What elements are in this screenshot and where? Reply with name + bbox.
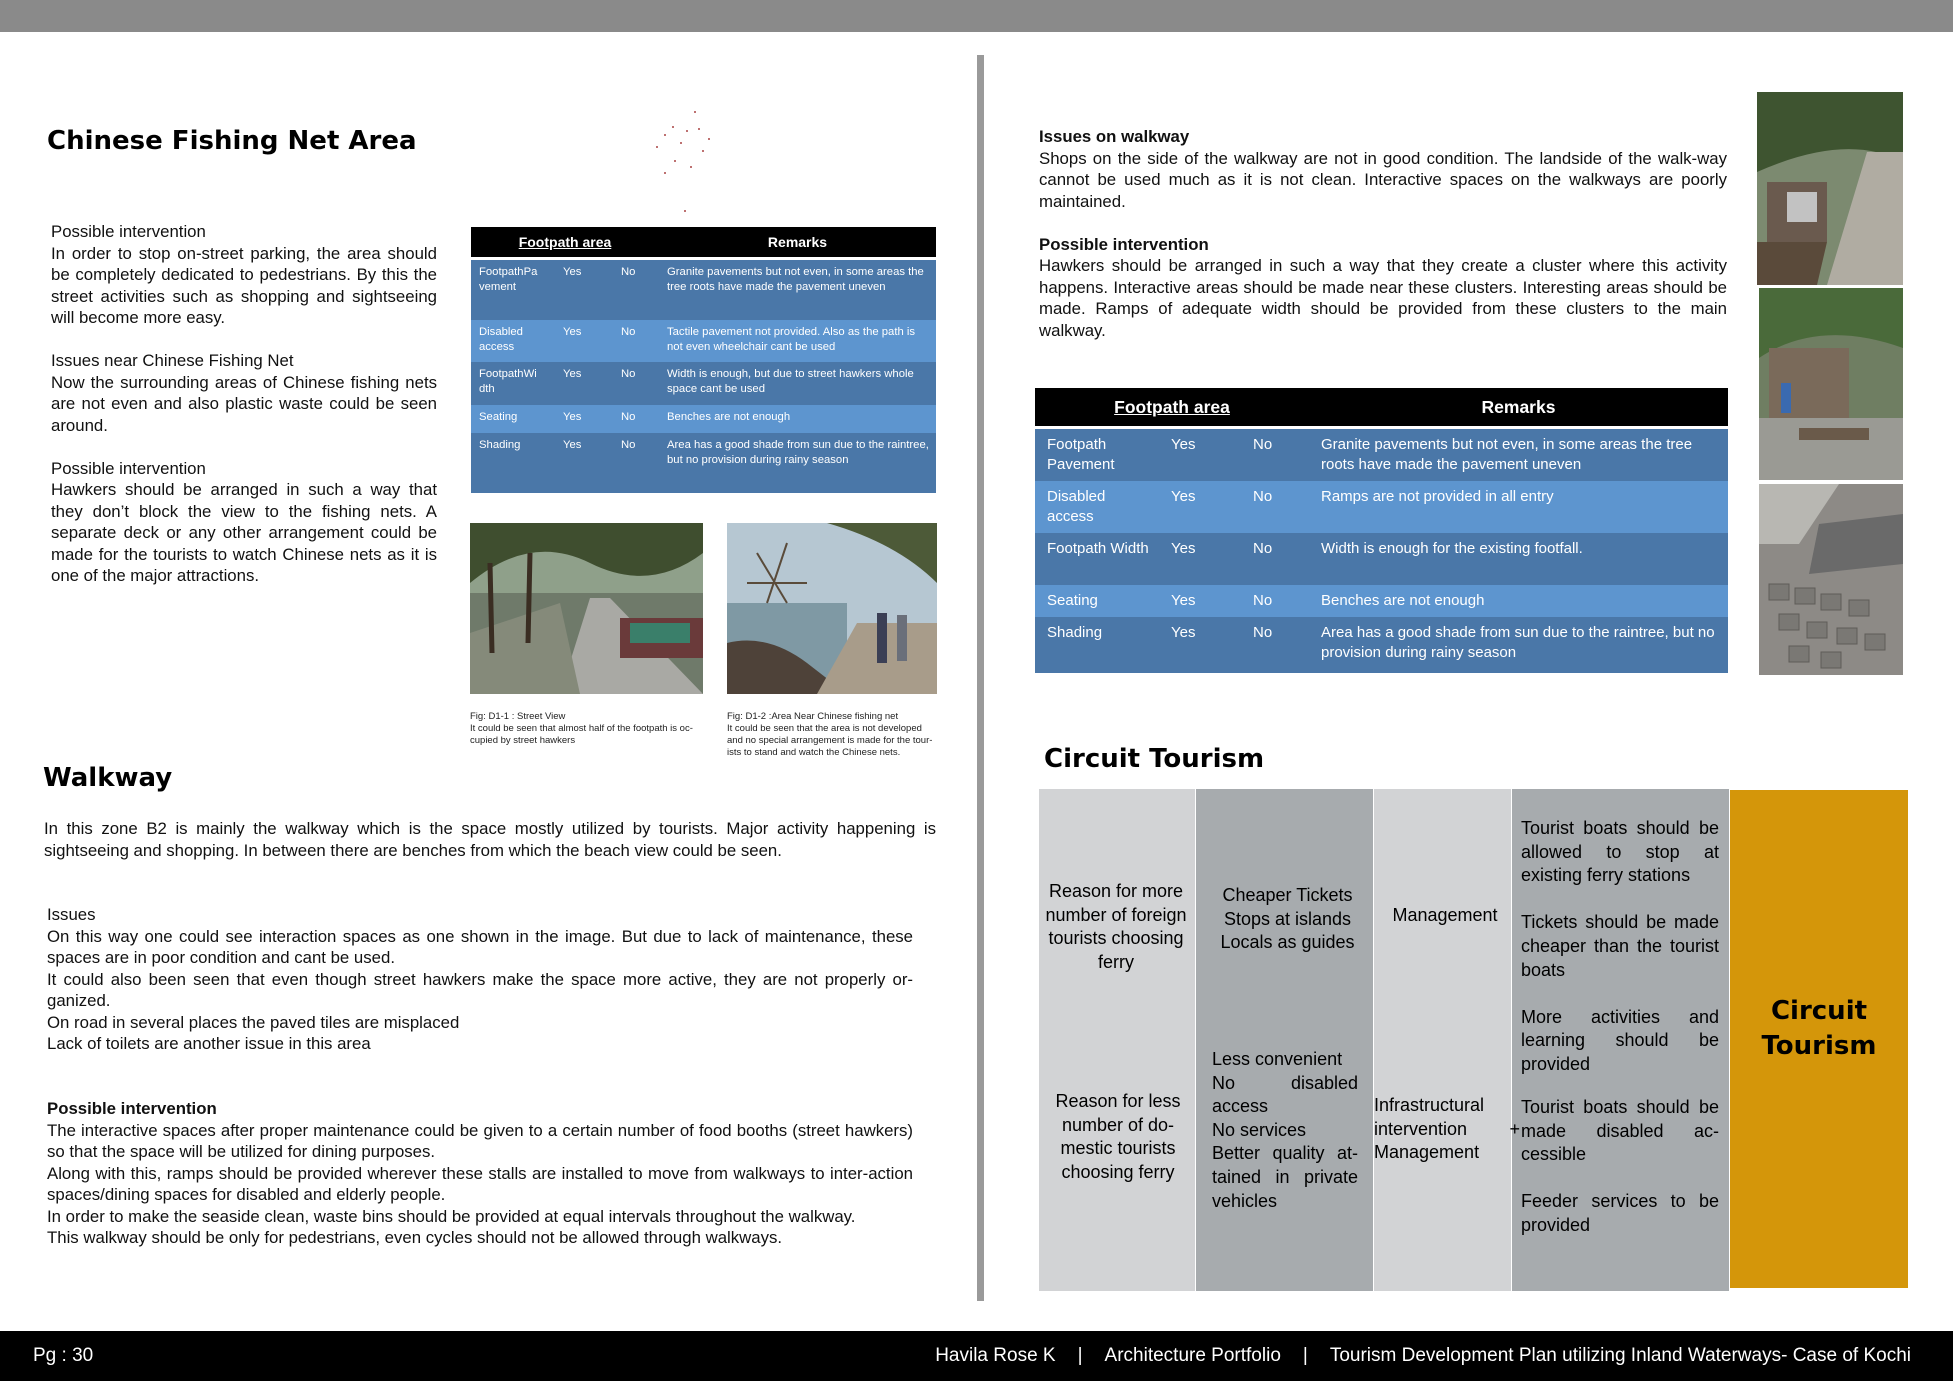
factor-item: Better quality at-tained in private vehicles — [1212, 1143, 1358, 1211]
factor-item: Stops at islands — [1223, 908, 1352, 929]
intervention-item: Along with this, ramps should be provided wherever these stalls are installed to move from walkways to inter-action spaces/dining spaces for disabled and elderly people. — [47, 1163, 913, 1204]
cell-area: FootpathPa vement — [471, 260, 555, 320]
action-item: Tourist boats should be allowed to stop at existing ferry stations — [1521, 818, 1719, 886]
cell-remark: Benches are not enough — [659, 405, 936, 433]
domestic-factors — [1212, 1048, 1358, 1213]
cell-yes: Yes — [1159, 617, 1241, 673]
strategy-column — [1374, 789, 1511, 1291]
foreign-factors — [1205, 884, 1370, 955]
strategy-line: Infrastructural — [1374, 1095, 1485, 1115]
factor-item: Cheaper Tickets — [1222, 885, 1353, 905]
cell-remark: Tactile pavement not provided. Also as the path is not even wheelchair cant be used — [659, 320, 936, 362]
cell-remark: Benches are not enough — [1309, 585, 1728, 617]
result-circuit-tourism: Circuit Tourism — [1761, 996, 1877, 1061]
section-title-circuit: Circuit Tourism — [1044, 744, 1265, 774]
intervention-text-2: Hawkers should be arranged in such a way that they don’t block the view to the fishing nets. A separate deck or any other arrangement could be made for the tourists to watch Chinese nets as it is one of the major attractions. — [51, 480, 437, 585]
footer-bar — [0, 1331, 1953, 1381]
table-row — [1035, 617, 1728, 673]
cell-remark: Granite pavements but not even, in some areas the tree roots have made the pavement uneven — [659, 260, 936, 320]
intervention-heading-2: Possible intervention — [51, 458, 206, 478]
cell-area: Disabled access — [1035, 481, 1159, 533]
intervention-heading: Possible intervention — [51, 222, 206, 241]
col-remarks: Remarks — [659, 227, 936, 257]
issue-item: Lack of toilets are another issue in this area — [47, 1034, 371, 1053]
intervention-heading: Possible intervention — [1039, 234, 1209, 254]
cell-yes: Yes — [1159, 533, 1241, 585]
decorative-dots — [650, 108, 710, 218]
cell-yes: Yes — [555, 260, 613, 320]
cell-yes: Yes — [1159, 429, 1241, 481]
portfolio-label: Architecture Portfolio — [1104, 1345, 1281, 1366]
cell-yes: Yes — [555, 433, 613, 493]
action-item: Tourist boats should be made disabled ac-cessible — [1521, 1097, 1719, 1165]
cell-remark: Area has a good shade from sun due to the raintree, but no provision during rainy season — [1309, 617, 1728, 673]
col-footpath-area: Footpath area — [471, 227, 659, 257]
issue-item: On this way one could see interaction spaces as one shown in the image. But due to lack of maintenance, these spaces are in poor condition and cant be used. — [47, 926, 913, 967]
footer-separator: | — [1302, 1345, 1308, 1366]
cell-remark: Width is enough for the existing footfall. — [1309, 533, 1728, 585]
actions-top — [1521, 817, 1719, 1077]
photo-street-view — [470, 523, 703, 694]
cell-no: No — [1241, 617, 1309, 673]
strategy-line: Management — [1374, 1142, 1480, 1163]
strategy-line: intervention + — [1374, 1118, 1520, 1139]
intervention-text: In order to stop on-street parking, the area should be completely dedicated to pedestrians. By this the street activities such as shopping and sightseeing will become more easy. — [51, 243, 437, 327]
photo-walkway-2 — [1759, 288, 1903, 480]
col-footpath-area: Footpath area — [1035, 388, 1309, 426]
figure-caption-2 — [727, 711, 939, 759]
walkway-intro: In this zone B2 is mainly the walkway which is the space mostly utilized by tourists. Major activity happening is sightseeing and shopping. In between there are benches from which the beach view could be seen. — [44, 819, 936, 860]
strategy-infrastructure — [1374, 1094, 1520, 1165]
cell-area: Shading — [471, 433, 555, 493]
walkway-intervention — [47, 1098, 913, 1249]
table-row — [471, 320, 936, 362]
cell-area: FootpathWi dth — [471, 362, 555, 405]
cell-area: Shading — [1035, 617, 1159, 673]
strategy-management: Management — [1392, 905, 1498, 925]
col-remarks: Remarks — [1309, 388, 1728, 426]
cell-no: No — [1241, 533, 1309, 585]
figure-caption-1 — [470, 711, 706, 747]
cell-remark: Area has a good shade from sun due to the raintree, but no provision during rainy season — [659, 433, 936, 493]
reason-domestic: Reason for less number of do-mestic tourists choosing ferry — [1055, 1091, 1181, 1182]
factor-item: Locals as guides — [1220, 932, 1355, 953]
cell-area: Seating — [471, 405, 555, 433]
factor-item: Less convenient — [1212, 1049, 1343, 1069]
cell-no: No — [1241, 585, 1309, 617]
cell-no: No — [613, 362, 659, 405]
cell-area: Disabled access — [471, 320, 555, 362]
cell-no: No — [613, 405, 659, 433]
cell-no: No — [1241, 429, 1309, 481]
reasons-column — [1039, 789, 1195, 1291]
cell-remark: Ramps are not provided in all entry — [1309, 481, 1728, 533]
table-row — [1035, 429, 1728, 481]
cell-yes: Yes — [555, 405, 613, 433]
issues-heading: Issues near Chinese Fishing Net — [51, 351, 294, 370]
table-row — [1035, 481, 1728, 533]
footer-credit — [935, 1345, 1911, 1367]
cell-no: No — [613, 260, 659, 320]
footer-separator: | — [1077, 1345, 1083, 1366]
figure-text: It could be seen that almost half of the footpath is oc-cupied by street hawkers — [470, 723, 693, 746]
action-item: Feeder services to be provided — [1521, 1191, 1719, 1235]
cell-no: No — [613, 433, 659, 493]
cell-area: Footpath Width — [1035, 533, 1159, 585]
figure-label: Fig: D1-2 :Area Near Chinese fishing net — [727, 711, 899, 722]
walkway-issues-right — [1039, 126, 1727, 341]
section-title-fishing-net: Chinese Fishing Net Area — [47, 126, 417, 156]
cell-remark: Width is enough, but due to street hawkers whole space cant be used — [659, 362, 936, 405]
page-number: Pg : 30 — [33, 1345, 94, 1366]
cell-area: Footpath Pavement — [1035, 429, 1159, 481]
figure-label: Fig: D1-1 : Street View — [470, 711, 566, 722]
actions-bottom — [1521, 1096, 1719, 1238]
table-row — [1035, 585, 1728, 617]
intervention-item: In order to make the seaside clean, waste bins should be provided at equal intervals throughout the walkway. — [47, 1206, 856, 1226]
cell-yes: Yes — [1159, 481, 1241, 533]
photo-fishing-net-area — [727, 523, 937, 694]
photo-walkway-3 — [1759, 484, 1903, 675]
section-title-walkway: Walkway — [43, 763, 173, 793]
table-row — [471, 362, 936, 405]
figure-text: It could be seen that the area is not developed and no special arrangement is made for the tour-ists to stand and watch the Chinese nets. — [727, 723, 933, 758]
photo-walkway-1 — [1757, 92, 1903, 285]
issues-text: Shops on the side of the walkway are not in good condition. The landside of the walk-way cannot be used much as it is not clean. Interactive spaces on the walkways are poorly maintained. — [1039, 148, 1727, 211]
factors-column — [1196, 789, 1373, 1291]
intervention-heading: Possible intervention — [47, 1099, 217, 1118]
table-row — [471, 405, 936, 433]
action-item: More activities and learning should be provided — [1521, 1006, 1719, 1074]
fishing-net-text-block — [51, 221, 437, 587]
action-item: Tickets should be made cheaper than the tourist boats — [1521, 912, 1719, 980]
table-row — [471, 260, 936, 320]
footpath-table-right — [1035, 388, 1728, 673]
factor-item: No services — [1212, 1119, 1307, 1140]
issues-heading: Issues on walkway — [1039, 127, 1190, 146]
issues-text: Now the surrounding areas of Chinese fishing nets are not even and also plastic waste could be seen around. — [51, 372, 437, 435]
footpath-table-left — [471, 227, 936, 493]
walkway-issues — [47, 904, 913, 1055]
table-row — [1035, 533, 1728, 585]
issues-heading: Issues — [47, 905, 96, 924]
top-bar — [0, 0, 1953, 32]
issue-item: It could also been seen that even though street hawkers make the space more active, they are not properly or-ganized. — [47, 969, 913, 1010]
intervention-item: The interactive spaces after proper maintenance could be given to a certain number of food booths (street hawkers) so that the space will be utilized for dining purposes. — [47, 1120, 913, 1161]
intervention-item: This walkway should be only for pedestrians, even cycles should not be allowed through walkways. — [47, 1228, 783, 1247]
table-row — [471, 433, 936, 493]
cell-yes: Yes — [555, 362, 613, 405]
cell-area: Seating — [1035, 585, 1159, 617]
cell-no: No — [1241, 481, 1309, 533]
reason-foreign: Reason for more number of foreign tourists choosing ferry — [1045, 881, 1187, 972]
cell-remark: Granite pavements but not even, in some areas the tree roots have made the pavement uneven — [1309, 429, 1728, 481]
author-name: Havila Rose K — [935, 1345, 1056, 1366]
page-divider — [977, 55, 984, 1301]
factor-item: No disabled access — [1212, 1072, 1358, 1117]
issue-item: On road in several places the paved tiles are misplaced — [47, 1012, 460, 1032]
project-title: Tourism Development Plan utilizing Inland Waterways- Case of Kochi — [1329, 1345, 1911, 1366]
cell-yes: Yes — [555, 320, 613, 362]
cell-yes: Yes — [1159, 585, 1241, 617]
intervention-text: Hawkers should be arranged in such a way that they create a cluster where this activity happens. Interactive areas should be made near these clusters. Interesting areas should be made. Ramps of adequate width should be provided from these clusters to the main walkway. — [1039, 256, 1727, 340]
cell-no: No — [613, 320, 659, 362]
